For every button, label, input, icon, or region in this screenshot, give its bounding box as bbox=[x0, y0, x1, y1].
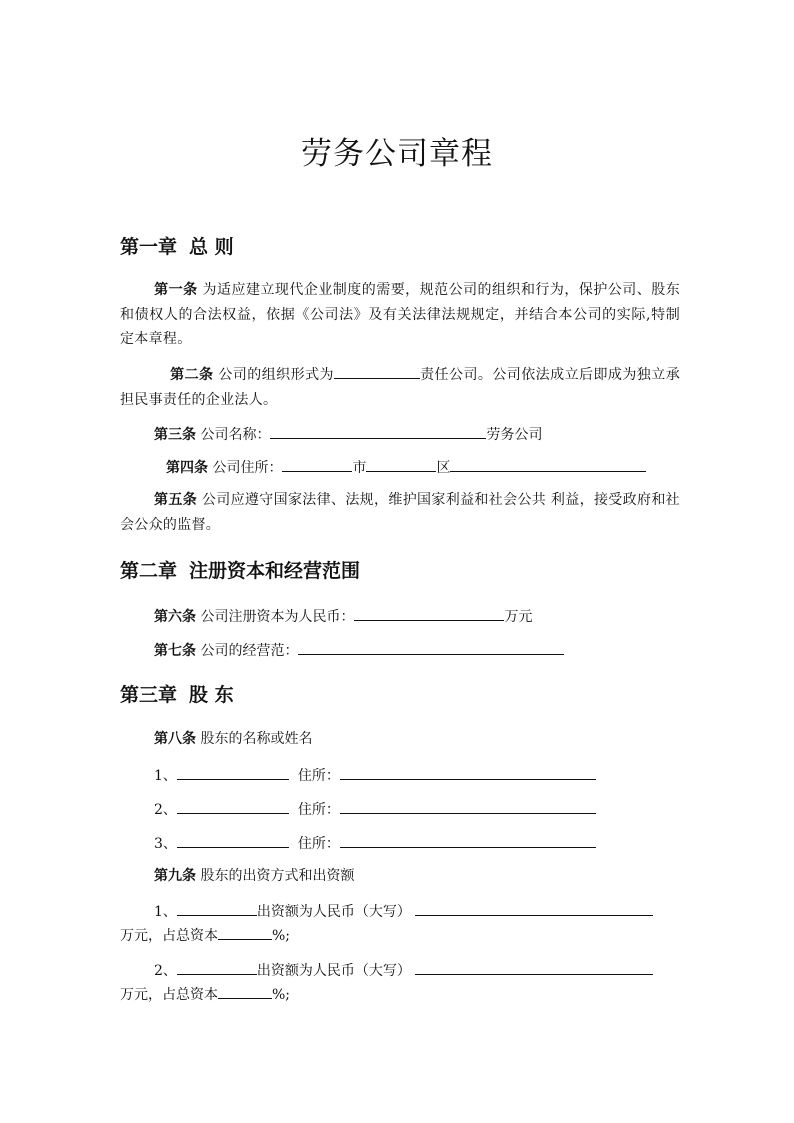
contribution-row bbox=[120, 957, 680, 983]
shareholder-name-blank[interactable] bbox=[177, 796, 289, 814]
article-4-district: 区 bbox=[436, 460, 451, 476]
shareholder-residence-label: 住所： bbox=[297, 802, 340, 818]
contribution-percent: %; bbox=[272, 987, 291, 1003]
business-scope-blank[interactable] bbox=[298, 637, 564, 655]
chapter-2-heading bbox=[120, 556, 360, 583]
shareholder-row bbox=[120, 762, 680, 788]
article-2-text-after: 责任公司。公司依法成立后即成为独立承担民事责任的企业法人。 bbox=[120, 367, 680, 408]
contribution-text: 出资额为人民币（大写） bbox=[256, 904, 411, 920]
article-7-text-before: 公司的经营范： bbox=[200, 643, 299, 659]
shareholder-number: 1、 bbox=[154, 768, 177, 784]
chapter-3-name: 股 东 bbox=[189, 684, 234, 706]
shareholder-number: 2、 bbox=[154, 802, 177, 818]
company-name-blank[interactable] bbox=[270, 421, 486, 439]
shareholder-name-blank[interactable] bbox=[177, 762, 289, 780]
registered-capital-blank[interactable] bbox=[354, 603, 504, 621]
article-4-city: 市 bbox=[352, 460, 367, 476]
contribution-row bbox=[120, 898, 680, 924]
article-3-text-after: 劳务公司 bbox=[486, 427, 543, 443]
shareholder-number: 3、 bbox=[154, 836, 177, 852]
article-5-label: 第五条 bbox=[154, 492, 198, 508]
article-8-text: 股东的名称或姓名 bbox=[200, 731, 313, 747]
residence-address-blank[interactable] bbox=[450, 454, 646, 472]
shareholder-row bbox=[120, 796, 680, 822]
article-8 bbox=[120, 727, 680, 751]
chapter-2-number: 第二章 bbox=[120, 560, 178, 582]
contribution-row-continued bbox=[120, 922, 680, 948]
shareholder-residence-label: 住所： bbox=[297, 836, 340, 852]
shareholder-residence-label: 住所： bbox=[297, 768, 340, 784]
article-8-label: 第八条 bbox=[154, 731, 196, 747]
organization-form-blank[interactable] bbox=[334, 361, 420, 379]
contributor-blank[interactable] bbox=[177, 898, 257, 916]
document-title: 劳务公司章程 bbox=[301, 136, 493, 172]
chapter-1-name: 总 则 bbox=[189, 236, 234, 258]
article-3-text-before: 公司名称： bbox=[200, 427, 271, 443]
residence-city-blank[interactable] bbox=[282, 454, 352, 472]
article-4-label: 第四条 bbox=[166, 460, 208, 476]
contribution-ratio-blank[interactable] bbox=[218, 981, 272, 999]
residence-district-blank[interactable] bbox=[366, 454, 436, 472]
article-5 bbox=[120, 488, 680, 537]
article-3-label: 第三条 bbox=[154, 427, 196, 443]
contribution-amount-blank[interactable] bbox=[415, 898, 653, 916]
article-7 bbox=[120, 637, 680, 663]
chapter-1-number: 第一章 bbox=[120, 236, 178, 258]
article-4-text-before: 公司住所： bbox=[212, 460, 283, 476]
article-6-text-after: 万元 bbox=[504, 609, 533, 625]
article-9 bbox=[120, 864, 680, 888]
article-3 bbox=[120, 421, 680, 447]
shareholder-name-blank[interactable] bbox=[177, 830, 289, 848]
article-1-text: 为适应建立现代企业制度的需要，规范公司的组织和行为，保护公司、股东和债权人的合法权益，依据《公司法》及有关法律法规规定，并结合本公司的实际,特制定本章程。 bbox=[120, 282, 680, 347]
article-5-text: 公司应遵守国家法律、法规，维护国家利益和社会公共 利益，接受政府和社会公众的监督。 bbox=[120, 492, 680, 533]
contribution-amount-blank[interactable] bbox=[415, 957, 653, 975]
article-7-label: 第七条 bbox=[154, 643, 196, 659]
contribution-ratio-blank[interactable] bbox=[218, 922, 272, 940]
article-1 bbox=[120, 278, 680, 352]
contribution-text: 出资额为人民币（大写） bbox=[256, 963, 411, 979]
chapter-3-heading bbox=[120, 680, 234, 707]
contributor-blank[interactable] bbox=[177, 957, 257, 975]
article-2-text-before: 公司的组织形式为 bbox=[218, 367, 334, 383]
chapter-3-number: 第三章 bbox=[120, 684, 178, 706]
contribution-ratio-text: 万元，占总资本 bbox=[120, 987, 218, 1003]
contribution-number: 1、 bbox=[154, 904, 177, 920]
shareholder-residence-blank[interactable] bbox=[340, 796, 596, 814]
contribution-row-continued bbox=[120, 981, 680, 1007]
shareholder-residence-blank[interactable] bbox=[340, 762, 596, 780]
article-6-label: 第六条 bbox=[154, 609, 196, 625]
article-6 bbox=[120, 603, 680, 629]
contribution-percent: %; bbox=[272, 928, 291, 944]
contribution-ratio-text: 万元，占总资本 bbox=[120, 928, 218, 944]
article-9-text: 股东的出资方式和出资额 bbox=[200, 868, 355, 884]
contribution-number: 2、 bbox=[154, 963, 177, 979]
article-2 bbox=[120, 361, 680, 412]
shareholder-row bbox=[120, 830, 680, 856]
article-9-label: 第九条 bbox=[154, 868, 196, 884]
chapter-2-name: 注册资本和经营范围 bbox=[189, 560, 361, 582]
shareholder-residence-blank[interactable] bbox=[340, 830, 596, 848]
article-1-label: 第一条 bbox=[154, 282, 198, 298]
article-6-text-before: 公司注册资本为人民币： bbox=[200, 609, 355, 625]
article-4 bbox=[120, 454, 680, 480]
chapter-1-heading bbox=[120, 232, 234, 259]
article-2-label: 第二条 bbox=[170, 367, 214, 383]
